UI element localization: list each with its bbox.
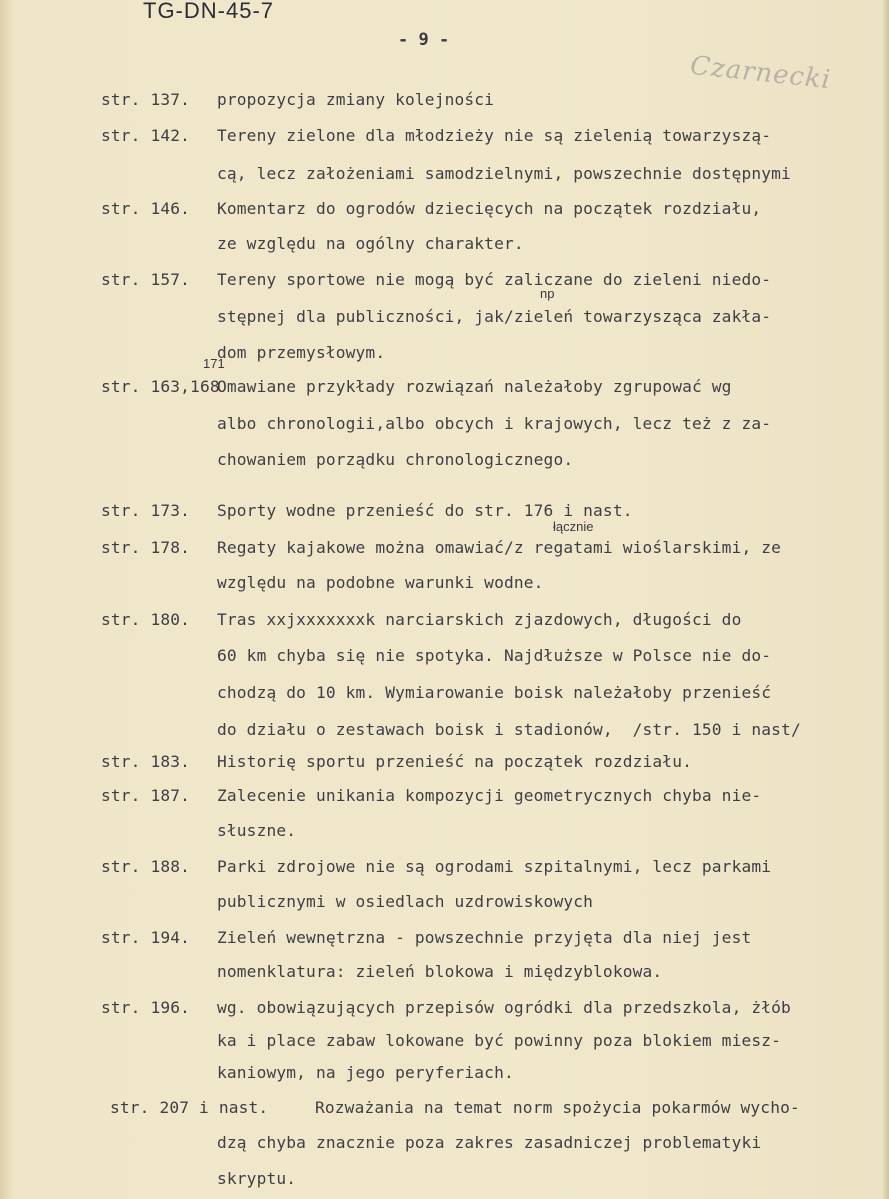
handwritten-note: łącznie bbox=[553, 519, 594, 534]
entry-ref: str. 163,168 bbox=[101, 377, 220, 396]
entry-text: Komentarz do ogrodów dziecięcych na początek rozdziału, bbox=[217, 199, 762, 218]
entry-text: albo chronologii,albo obcych i krajowych, lecz też z za- bbox=[217, 414, 772, 433]
entry bbox=[0, 1098, 889, 1199]
entry-text: do działu o zestawach boisk i stadionów, /str. 150 i nast/ bbox=[217, 720, 801, 739]
entry-text: Parki zdrojowe nie są ogrodami szpitalnymi, lecz parkami bbox=[217, 857, 772, 876]
entry-text: cą, lecz założeniami samodzielnymi, powszechnie dostępnymi bbox=[217, 164, 791, 183]
entry-text: skryptu. bbox=[217, 1169, 297, 1188]
entry-text: wg. obowiązujących przepisów ogródki dla przedszkola, żłób bbox=[217, 998, 791, 1017]
entry-text: słuszne. bbox=[217, 821, 297, 840]
entry-text: dzą chyba znacznie poza zakres zasadniczej problematyki bbox=[217, 1133, 762, 1152]
entry-text: publicznymi w osiedlach uzdrowiskowych bbox=[217, 892, 594, 911]
entry-ref: str. 183. bbox=[101, 752, 191, 771]
entry-ref: str. 146. bbox=[101, 199, 191, 218]
entry bbox=[0, 377, 889, 497]
entry-text: Sporty wodne przenieść do str. 176 i nast. bbox=[217, 501, 633, 520]
entry-text: Omawiane przykłady rozwiązań należałoby zgrupować wg bbox=[217, 377, 732, 396]
entry-ref: str. 196. bbox=[101, 998, 191, 1017]
page-number: - 9 - bbox=[398, 30, 450, 50]
entry-text: kaniowym, na jego peryferiach. bbox=[217, 1063, 514, 1082]
entry-text: Zieleń wewnętrzna - powszechnie przyjęta dla niej jest bbox=[217, 928, 752, 947]
archive-id: TG-DN-45-7 bbox=[143, 0, 275, 23]
entry-ref: str. 178. bbox=[101, 538, 191, 557]
entry-text: chowaniem porządku chronologicznego. bbox=[217, 450, 574, 469]
entry bbox=[0, 270, 889, 390]
entry-text: Tras xxjxxxxxxxk narciarskich zjazdowych, długości do bbox=[217, 610, 742, 629]
entry bbox=[0, 610, 889, 750]
entry-ref: str. 180. bbox=[101, 610, 191, 629]
entry-text: Regaty kajakowe można omawiać/z regatami wioślarskimi, ze bbox=[217, 538, 782, 557]
entry-ref: str. 142. bbox=[101, 126, 191, 145]
entry-text: względu na podobne warunki wodne. bbox=[217, 573, 544, 592]
entry-text: nomenklatura: zieleń blokowa i międzyblokowa. bbox=[217, 962, 663, 981]
handwritten-note: np bbox=[540, 286, 555, 301]
entry-text: ka i place zabaw lokowane być powinny poza blokiem miesz- bbox=[217, 1031, 782, 1050]
entry-ref: str. 188. bbox=[101, 857, 191, 876]
entry-text: Rozważania na temat norm spożycia pokarmów wycho- bbox=[315, 1098, 800, 1117]
entry-ref: str. 157. bbox=[101, 270, 191, 289]
entry-ref: str. 137. bbox=[101, 90, 191, 109]
entry-ref: str. 207 i nast. bbox=[110, 1098, 269, 1117]
entry-text: Zalecenie unikania kompozycji geometrycznych chyba nie- bbox=[217, 786, 762, 805]
entry-ref: str. 187. bbox=[101, 786, 191, 805]
entry-text: Tereny zielone dla młodzieży nie są zielenią towarzyszą- bbox=[217, 126, 772, 145]
handwritten-signature: Czarnecki bbox=[688, 50, 833, 96]
entry-text: propozycja zmiany kolejności bbox=[217, 90, 495, 109]
handwritten-note: 171 bbox=[203, 356, 225, 371]
entry-text: Tereny sportowe nie mogą być zaliczane do zieleni niedo- bbox=[217, 270, 772, 289]
entry-text: stępnej dla publiczności, jak/zieleń towarzysząca zakła- bbox=[217, 307, 772, 326]
entry-ref: str. 173. bbox=[101, 501, 191, 520]
entry-text: dom przemysłowym. bbox=[217, 343, 386, 362]
entry-text: 60 km chyba się nie spotyka. Najdłuższe w Polsce nie do- bbox=[217, 646, 772, 665]
entry-text: chodzą do 10 km. Wymiarowanie boisk należałoby przenieść bbox=[217, 683, 772, 702]
entry-text: Historię sportu przenieść na początek rozdziału. bbox=[217, 752, 692, 771]
entry-ref: str. 194. bbox=[101, 928, 191, 947]
entry-text: ze względu na ogólny charakter. bbox=[217, 234, 524, 253]
